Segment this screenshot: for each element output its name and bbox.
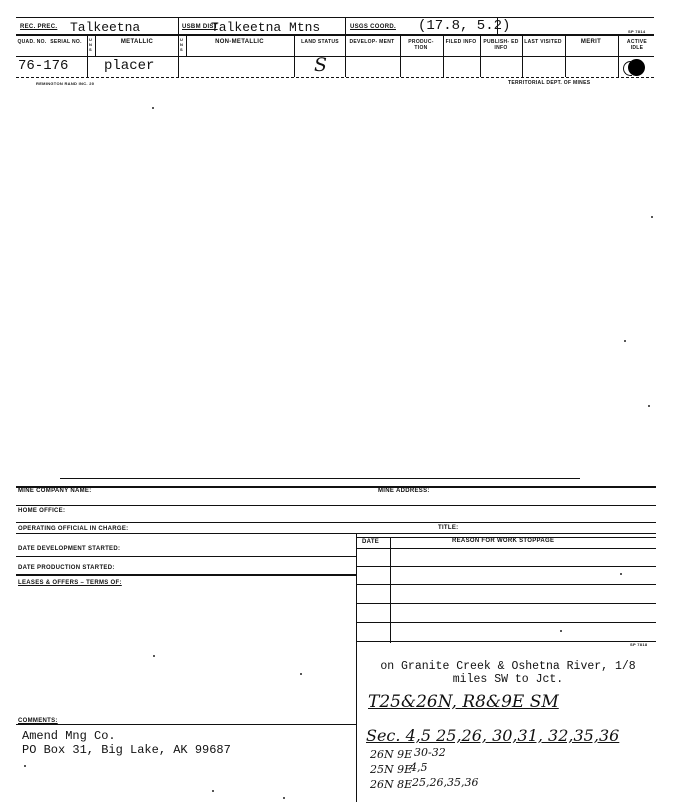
leases-label: LEASES & OFFERS – TERMS OF: [18, 580, 122, 586]
form-number-bottom: SP 7818 [630, 642, 648, 647]
usbm-dist-value: Talkeetna Mtns [211, 20, 321, 35]
column-header-rule [16, 56, 654, 57]
scan-speck [648, 405, 650, 407]
col-metallic: METALLIC [120, 39, 154, 45]
scan-speck [212, 790, 214, 792]
stoppage-row [356, 566, 656, 567]
scan-speck [651, 216, 653, 218]
scan-speck [283, 797, 285, 799]
form-rule [16, 522, 656, 523]
stoppage-left-rule [356, 534, 357, 802]
scan-speck [624, 340, 626, 342]
form-rule [16, 505, 656, 506]
stoppage-row [356, 603, 656, 604]
usgs-coord-label: USGS COORD. [350, 24, 396, 30]
header-divider [178, 18, 179, 34]
col-filed-info: FILED INFO [445, 39, 477, 45]
scan-speck [152, 107, 154, 109]
metallic-value: placer [104, 58, 155, 74]
mine-address-label: MINE ADDRESS: [378, 488, 430, 494]
comment-line-1: Amend Mng Co. [22, 729, 116, 743]
header-divider [345, 18, 346, 34]
mine-company-name-label: MINE COMPANY NAME: [18, 488, 92, 494]
handwritten-sections: Sec. 4,5 25,26, 30,31, 32,35,36 [366, 726, 620, 745]
col-land-status: LAND STATUS [301, 39, 339, 45]
scan-speck [560, 630, 562, 632]
col-last-visited: LAST VISITED [524, 39, 562, 45]
handwritten-note-b: 25N 9E [370, 763, 413, 776]
scan-speck [620, 573, 622, 575]
scan-speck [24, 765, 26, 767]
col-production: PRODUC- TION [408, 39, 434, 51]
stoppage-row [356, 641, 656, 642]
col-divider [294, 35, 295, 77]
stoppage-row [356, 548, 656, 549]
stoppage-row [356, 584, 656, 585]
form-rule [16, 574, 356, 576]
rec-prec-label: REC. PREC. [20, 24, 58, 30]
col-published-info: PUBLISH- ED INFO [483, 39, 519, 51]
comments-rule [16, 724, 356, 725]
col-uns-metallic: U N S [89, 37, 93, 52]
col-divider [87, 35, 88, 77]
handwritten-note-b-secs: 4,5 [410, 761, 428, 774]
handwritten-note-a: 26N 9E [370, 748, 413, 761]
scan-speck [300, 673, 302, 675]
location-line-1: on Granite Creek & Oshetna River, 1/8 [380, 660, 636, 673]
col-active-idle: ACTIVE IDLE [626, 39, 648, 51]
row-bottom-rule [16, 77, 654, 78]
form-rule [16, 556, 356, 557]
date-development-label: DATE DEVELOPMENT STARTED: [18, 546, 121, 552]
location-description [360, 660, 656, 686]
col-uns-nonmetallic: U N S [180, 37, 184, 52]
comments-label: COMMENTS: [18, 718, 58, 724]
form-top-rule [60, 478, 580, 479]
form-rule [16, 486, 656, 488]
col-non-metallic: NON-METALLIC [215, 39, 264, 45]
date-production-label: DATE PRODUCTION STARTED: [18, 565, 115, 571]
handwritten-note-a-secs: 30-32 [414, 746, 446, 759]
form-rule [16, 533, 656, 534]
usgs-coord-value: (17.8, 5.2) [418, 18, 511, 34]
col-quad-no: QUAD. NO. [17, 39, 47, 45]
territorial-imprint: TERRITORIAL DEPT. OF MINES [508, 80, 591, 86]
form-number-top: SP 7814 [628, 29, 646, 34]
col-serial-no: SERIAL NO. [50, 39, 82, 45]
col-divider [618, 35, 619, 77]
stoppage-date-divider [390, 537, 391, 643]
header-divider [497, 18, 498, 34]
usbm-dist-label: USBM DIST [182, 24, 218, 30]
location-line-2: miles SW to Jct. [452, 673, 564, 686]
land-status-value: S [314, 54, 328, 76]
idle-mark [623, 61, 632, 76]
stoppage-row [356, 622, 656, 623]
comment-line-2: PO Box 31, Big Lake, AK 99687 [22, 743, 231, 757]
rec-prec-value: Talkeetna [70, 20, 141, 35]
scan-speck [153, 655, 155, 657]
handwritten-note-c: 26N 8E [370, 778, 413, 791]
reason-col-label: REASON FOR WORK STOPPAGE [452, 538, 555, 544]
col-merit: MERIT [580, 39, 602, 45]
quad-serial-value: 76-176 [18, 58, 69, 74]
col-divider [345, 35, 346, 77]
operating-official-label: OPERATING OFFICIAL IN CHARGE: [18, 526, 129, 532]
home-office-label: HOME OFFICE: [18, 508, 66, 514]
handwritten-note-c-secs: 25,26,35,36 [412, 776, 479, 789]
title-label: TITLE: [438, 525, 459, 531]
date-col-label: DATE [362, 539, 380, 545]
handwritten-township: T25&26N, R8&9E SM [368, 692, 559, 712]
header-top-rule [16, 17, 654, 18]
col-divider [178, 35, 179, 77]
printer-imprint: REMINGTON RAND INC. 20 [36, 81, 95, 86]
col-development: DEVELOP- MENT [349, 39, 395, 45]
